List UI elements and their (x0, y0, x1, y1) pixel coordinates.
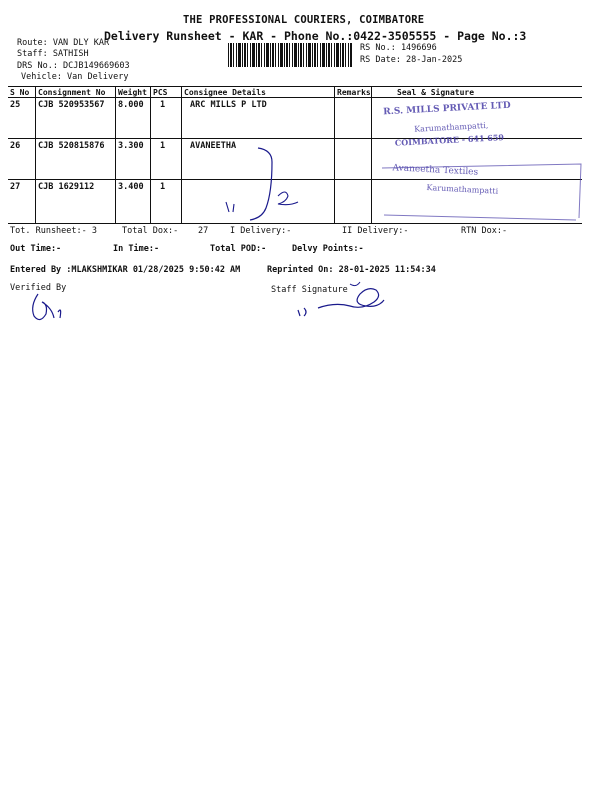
rs-number: RS No.: 1496696 (360, 43, 437, 53)
stamp-box-outline (376, 160, 586, 230)
header-remarks: Remarks (337, 88, 371, 97)
handwritten-marks (220, 144, 340, 224)
col-divider (35, 86, 36, 223)
header-consignee: Consignee Details (184, 88, 266, 97)
row-sno: 25 (10, 100, 21, 110)
row-sno: 26 (10, 141, 21, 151)
total-pod: Total POD:- (210, 244, 267, 254)
row-consignment: CJB 520953567 (38, 100, 105, 110)
col-divider (371, 86, 372, 223)
row-weight: 3.300 (118, 141, 144, 151)
second-delivery: II Delivery:- (342, 226, 409, 236)
stamp-line: Avaneetha Textiles (392, 163, 479, 178)
table-top-border (8, 86, 582, 87)
staff-signature-label: Staff Signature (271, 285, 348, 295)
stamp-line: COIMBATORE - 641 659 (394, 132, 505, 148)
row-consignee: AVANEETHA (190, 141, 237, 151)
entered-by: Entered By :MLAKSHMIKAR 01/28/2025 9:50:42 AM (10, 265, 241, 275)
row-consignment: CJB 520815876 (38, 141, 105, 151)
rtn-dox: RTN Dox:- (461, 226, 508, 236)
row-weight: 3.400 (118, 182, 144, 192)
header-sno: S No (10, 88, 30, 97)
runsheet-subtitle: Delivery Runsheet - KAR - Phone No.:0422-3505555 - Page No.:3 (104, 29, 527, 43)
stamp-line: R.S. MILLS PRIVATE LTD (383, 100, 511, 118)
total-runsheet: Tot. Runsheet:- 3 (10, 226, 97, 236)
stamp-line: Karumathampatti, (413, 120, 489, 134)
drs-number: DRS No.: DCJB149669603 (17, 61, 130, 71)
rs-date: RS Date: 28-Jan-2025 (360, 55, 463, 65)
in-time: In Time:- (113, 244, 160, 254)
header-consignment: Consignment No (38, 88, 106, 97)
total-dox-label: Total Dox:- (122, 226, 179, 236)
vehicle-label: Vehicle: Van Delivery (21, 72, 129, 82)
col-divider (150, 86, 151, 223)
col-divider (115, 86, 116, 223)
out-time: Out Time:- (10, 244, 62, 254)
header-seal: Seal & Signature (397, 88, 475, 97)
barcode-image (228, 43, 352, 67)
row-pcs: 1 (160, 141, 166, 151)
table-header-border (8, 97, 582, 98)
row-sno: 27 (10, 182, 21, 192)
reprinted-on: Reprinted On: 28-01-2025 11:54:34 (267, 265, 436, 275)
verifier-signature (24, 290, 84, 330)
verified-by: Verified By (10, 283, 67, 293)
total-dox-value: 27 (198, 226, 209, 236)
col-divider (181, 86, 182, 223)
company-title: THE PROFESSIONAL COURIERS, COIMBATORE (183, 14, 425, 26)
row-pcs: 1 (160, 100, 166, 110)
row-consignee: ARC MILLS P LTD (190, 100, 267, 110)
staff-signature (290, 278, 400, 323)
company-stamp (383, 101, 513, 149)
row-consignment: CJB 1629112 (38, 182, 95, 192)
row-pcs: 1 (160, 182, 166, 192)
route-label: Route: VAN DLY KAR (17, 38, 110, 48)
delvy-points: Delvy Points:- (292, 244, 364, 254)
header-weight: Weight (118, 88, 147, 97)
first-delivery: I Delivery:- (230, 226, 292, 236)
row-weight: 8.000 (118, 100, 144, 110)
staff-label: Staff: SATHISH (17, 49, 89, 59)
header-pcs: PCS (153, 88, 168, 97)
stamp-line: Karumathampatti (426, 183, 499, 196)
